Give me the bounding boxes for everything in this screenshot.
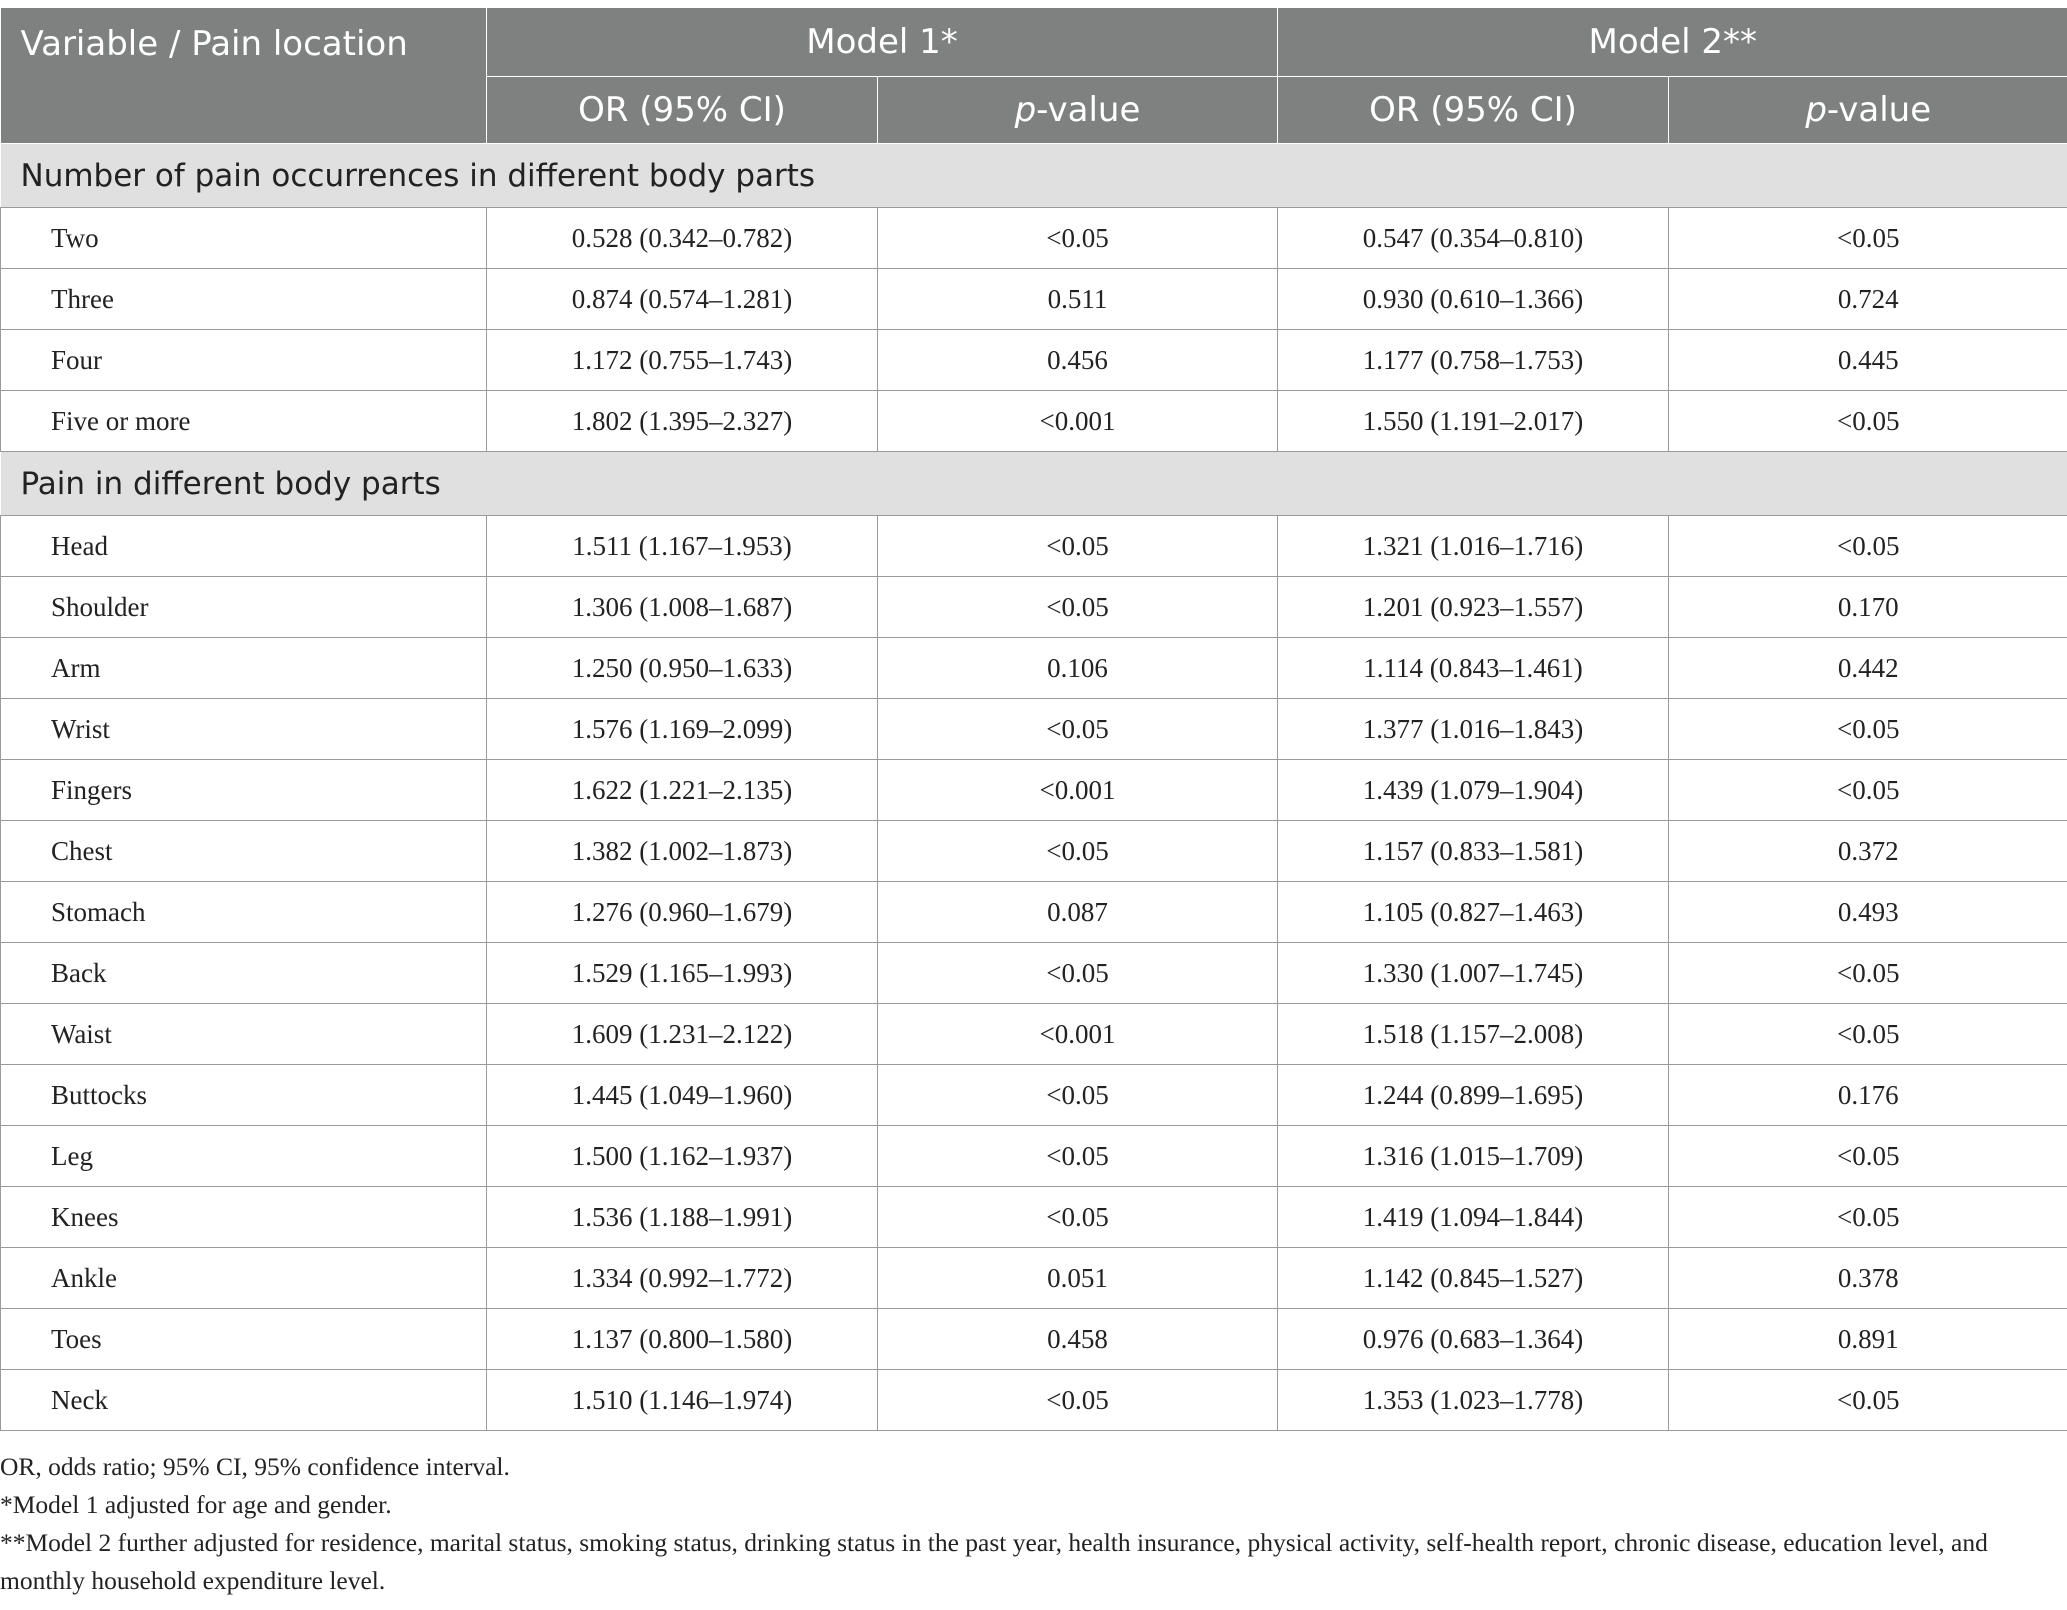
model2-or-cell: 1.157 (0.833–1.581) bbox=[1278, 821, 1669, 882]
odds-ratio-table bbox=[0, 8, 2067, 1431]
section-rows bbox=[1, 208, 2067, 452]
table-row bbox=[1, 1065, 2067, 1126]
row-label: Ankle bbox=[1, 1248, 487, 1309]
row-label: Three bbox=[1, 269, 487, 330]
model1-p-cell: <0.05 bbox=[878, 699, 1278, 760]
m2-or-header: OR (95% CI) bbox=[1278, 77, 1669, 144]
footnote: OR, odds ratio; 95% CI, 95% confidence interval. bbox=[0, 1452, 510, 1481]
model1-p-cell: <0.05 bbox=[878, 1126, 1278, 1187]
model1-or-cell: 1.137 (0.800–1.580) bbox=[487, 1309, 878, 1370]
model2-or-cell: 1.321 (1.016–1.716) bbox=[1278, 516, 1669, 577]
model1-or-cell: 1.622 (1.221–2.135) bbox=[487, 760, 878, 821]
model2-p-cell: <0.05 bbox=[1669, 1004, 2067, 1065]
model2-or-cell: 1.201 (0.923–1.557) bbox=[1278, 577, 1669, 638]
model2-or-cell: 1.105 (0.827–1.463) bbox=[1278, 882, 1669, 943]
model1-p-cell: 0.087 bbox=[878, 882, 1278, 943]
model1-p-cell: <0.05 bbox=[878, 1187, 1278, 1248]
model1-or-cell: 0.528 (0.342–0.782) bbox=[487, 208, 878, 269]
model1-or-cell: 1.334 (0.992–1.772) bbox=[487, 1248, 878, 1309]
row-label: Knees bbox=[1, 1187, 487, 1248]
section-header bbox=[1, 452, 2067, 516]
m1-or-header: OR (95% CI) bbox=[487, 77, 878, 144]
model2-p-cell: 0.493 bbox=[1669, 882, 2067, 943]
model2-or-cell: 1.244 (0.899–1.695) bbox=[1278, 1065, 1669, 1126]
row-label: Two bbox=[1, 208, 487, 269]
table-header bbox=[1, 8, 2067, 144]
section-rows bbox=[1, 516, 2067, 1431]
row-label: Wrist bbox=[1, 699, 487, 760]
row-label: Back bbox=[1, 943, 487, 1004]
row-label: Waist bbox=[1, 1004, 487, 1065]
row-label-header: Variable / Pain location bbox=[1, 8, 487, 144]
model1-p-cell: 0.458 bbox=[878, 1309, 1278, 1370]
model1-p-cell: <0.05 bbox=[878, 943, 1278, 1004]
row-label: Toes bbox=[1, 1309, 487, 1370]
table-row bbox=[1, 1126, 2067, 1187]
model2-or-cell: 1.316 (1.015–1.709) bbox=[1278, 1126, 1669, 1187]
row-label: Arm bbox=[1, 638, 487, 699]
model2-p-cell: 0.176 bbox=[1669, 1065, 2067, 1126]
model2-or-cell: 1.419 (1.094–1.844) bbox=[1278, 1187, 1669, 1248]
model2-or-cell: 1.439 (1.079–1.904) bbox=[1278, 760, 1669, 821]
model2-p-cell: <0.05 bbox=[1669, 699, 2067, 760]
model1-or-cell: 1.529 (1.165–1.993) bbox=[487, 943, 878, 1004]
table-row bbox=[1, 760, 2067, 821]
model1-p-cell: <0.05 bbox=[878, 1065, 1278, 1126]
p-suffix: -value bbox=[1036, 90, 1141, 130]
footnote: **Model 2 further adjusted for residence, marital status, smoking status, drinking status in the past year, health insurance, physical activity, self-health report, chronic disease, education level, and monthly household expenditure level. bbox=[0, 1528, 1988, 1595]
model1-or-cell: 1.609 (1.231–2.122) bbox=[487, 1004, 878, 1065]
model1-or-cell: 1.172 (0.755–1.743) bbox=[487, 330, 878, 391]
model2-p-cell: 0.378 bbox=[1669, 1248, 2067, 1309]
model2-p-cell: <0.05 bbox=[1669, 1370, 2067, 1431]
model2-p-cell: 0.372 bbox=[1669, 821, 2067, 882]
model1-or-cell: 1.445 (1.049–1.960) bbox=[487, 1065, 878, 1126]
model1-or-cell: 1.511 (1.167–1.953) bbox=[487, 516, 878, 577]
section-title: Pain in different body parts bbox=[1, 452, 2067, 516]
model1-p-cell: <0.001 bbox=[878, 391, 1278, 452]
table-row bbox=[1, 208, 2067, 269]
model1-p-cell: <0.001 bbox=[878, 1004, 1278, 1065]
model1-or-cell: 1.276 (0.960–1.679) bbox=[487, 882, 878, 943]
model1-or-cell: 1.306 (1.008–1.687) bbox=[487, 577, 878, 638]
model2-or-cell: 0.547 (0.354–0.810) bbox=[1278, 208, 1669, 269]
footnote: *Model 1 adjusted for age and gender. bbox=[0, 1490, 392, 1519]
table-row bbox=[1, 821, 2067, 882]
row-label: Buttocks bbox=[1, 1065, 487, 1126]
model2-p-cell: <0.05 bbox=[1669, 943, 2067, 1004]
model1-p-cell: <0.05 bbox=[878, 208, 1278, 269]
model1-header: Model 1* bbox=[487, 8, 1278, 77]
model2-or-cell: 1.177 (0.758–1.753) bbox=[1278, 330, 1669, 391]
section-header bbox=[1, 144, 2067, 208]
table-row bbox=[1, 1187, 2067, 1248]
model2-p-cell: 0.442 bbox=[1669, 638, 2067, 699]
row-label: Neck bbox=[1, 1370, 487, 1431]
model1-p-cell: <0.05 bbox=[878, 577, 1278, 638]
model2-p-cell: <0.05 bbox=[1669, 1187, 2067, 1248]
row-label: Fingers bbox=[1, 760, 487, 821]
model1-p-cell: <0.05 bbox=[878, 821, 1278, 882]
table-row bbox=[1, 516, 2067, 577]
row-label: Head bbox=[1, 516, 487, 577]
model2-or-cell: 1.142 (0.845–1.527) bbox=[1278, 1248, 1669, 1309]
model2-or-cell: 1.518 (1.157–2.008) bbox=[1278, 1004, 1669, 1065]
model1-p-cell: <0.05 bbox=[878, 1370, 1278, 1431]
table-row bbox=[1, 699, 2067, 760]
row-label: Four bbox=[1, 330, 487, 391]
model2-p-cell: 0.891 bbox=[1669, 1309, 2067, 1370]
model1-p-cell: 0.456 bbox=[878, 330, 1278, 391]
model2-p-cell: <0.05 bbox=[1669, 760, 2067, 821]
table-row bbox=[1, 391, 2067, 452]
model2-header: Model 2** bbox=[1278, 8, 2067, 77]
table-row bbox=[1, 577, 2067, 638]
model1-or-cell: 0.874 (0.574–1.281) bbox=[487, 269, 878, 330]
model2-p-cell: 0.445 bbox=[1669, 330, 2067, 391]
row-label: Stomach bbox=[1, 882, 487, 943]
model1-or-cell: 1.802 (1.395–2.327) bbox=[487, 391, 878, 452]
model2-or-cell: 1.377 (1.016–1.843) bbox=[1278, 699, 1669, 760]
table-row bbox=[1, 1309, 2067, 1370]
model2-p-cell: <0.05 bbox=[1669, 391, 2067, 452]
model2-or-cell: 0.976 (0.683–1.364) bbox=[1278, 1309, 1669, 1370]
model1-p-cell: <0.05 bbox=[878, 516, 1278, 577]
row-label: Shoulder bbox=[1, 577, 487, 638]
table-row bbox=[1, 943, 2067, 1004]
model1-or-cell: 1.500 (1.162–1.937) bbox=[487, 1126, 878, 1187]
m1-p-header bbox=[878, 77, 1278, 144]
p-italic: p bbox=[1805, 90, 1827, 130]
model1-or-cell: 1.536 (1.188–1.991) bbox=[487, 1187, 878, 1248]
row-label: Five or more bbox=[1, 391, 487, 452]
model2-p-cell: 0.724 bbox=[1669, 269, 2067, 330]
table-row bbox=[1, 269, 2067, 330]
table-row bbox=[1, 638, 2067, 699]
model1-p-cell: <0.001 bbox=[878, 760, 1278, 821]
model2-or-cell: 1.330 (1.007–1.745) bbox=[1278, 943, 1669, 1004]
table-row bbox=[1, 1248, 2067, 1309]
table-row bbox=[1, 1370, 2067, 1431]
model2-or-cell: 1.353 (1.023–1.778) bbox=[1278, 1370, 1669, 1431]
row-label: Leg bbox=[1, 1126, 487, 1187]
model1-or-cell: 1.576 (1.169–2.099) bbox=[487, 699, 878, 760]
model2-p-cell: <0.05 bbox=[1669, 208, 2067, 269]
model2-or-cell: 1.114 (0.843–1.461) bbox=[1278, 638, 1669, 699]
section-title: Number of pain occurrences in different body parts bbox=[1, 144, 2067, 208]
model1-p-cell: 0.051 bbox=[878, 1248, 1278, 1309]
model2-or-cell: 1.550 (1.191–2.017) bbox=[1278, 391, 1669, 452]
model1-or-cell: 1.250 (0.950–1.633) bbox=[487, 638, 878, 699]
row-label: Chest bbox=[1, 821, 487, 882]
table-row bbox=[1, 1004, 2067, 1065]
table-row bbox=[1, 330, 2067, 391]
p-suffix: -value bbox=[1826, 90, 1932, 130]
p-italic: p bbox=[1014, 90, 1037, 130]
footnotes bbox=[0, 1448, 2060, 1600]
model2-p-cell: 0.170 bbox=[1669, 577, 2067, 638]
model1-or-cell: 1.510 (1.146–1.974) bbox=[487, 1370, 878, 1431]
model1-p-cell: 0.106 bbox=[878, 638, 1278, 699]
model1-p-cell: 0.511 bbox=[878, 269, 1278, 330]
table-row bbox=[1, 882, 2067, 943]
m2-p-header bbox=[1669, 77, 2067, 144]
results-table-container bbox=[0, 8, 2067, 1431]
model2-p-cell: <0.05 bbox=[1669, 516, 2067, 577]
model2-or-cell: 0.930 (0.610–1.366) bbox=[1278, 269, 1669, 330]
model1-or-cell: 1.382 (1.002–1.873) bbox=[487, 821, 878, 882]
model2-p-cell: <0.05 bbox=[1669, 1126, 2067, 1187]
